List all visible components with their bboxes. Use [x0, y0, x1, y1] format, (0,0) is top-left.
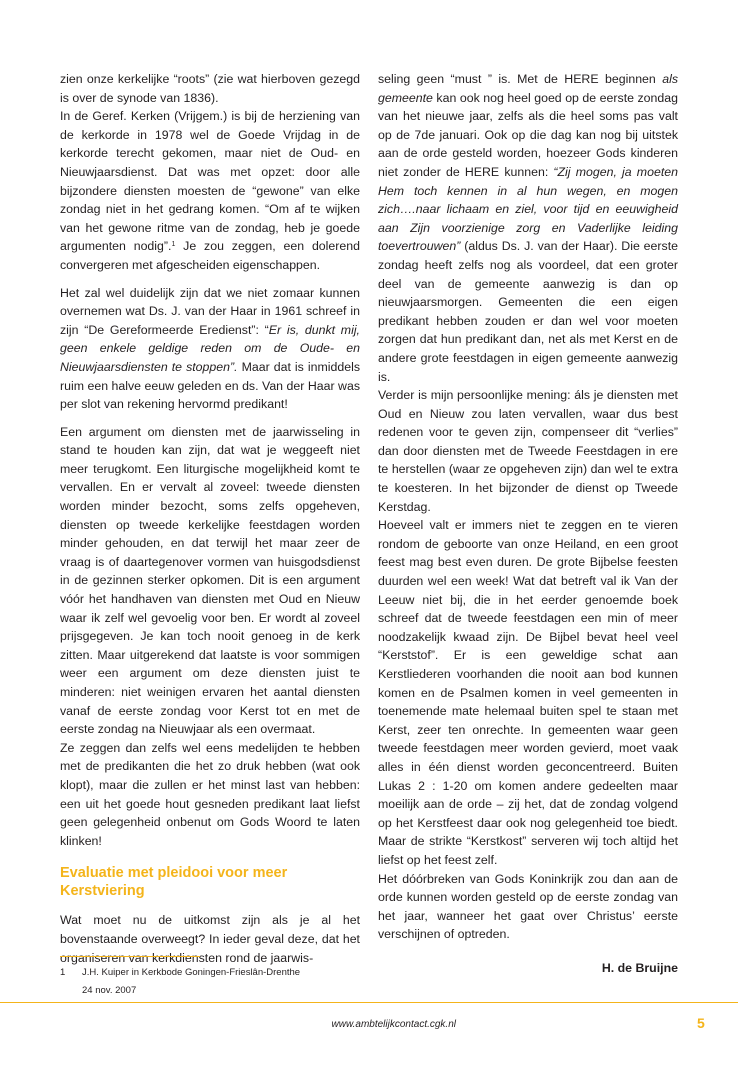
right-paragraph-1-em: als gemeente: [378, 72, 678, 105]
right-paragraph-1-mid: kan ook nog heel goed op de eerste zondag van het nieuwe jaar, zelfs als die heel soms pas valt op de 7de januari. Ook op die dag kan nog bij uitstek aan de orde gesteld worden, hoezeer Gods kinderen niet zonder de HERE kunnen:: [378, 90, 678, 179]
footnote-divider: [60, 956, 200, 957]
left-paragraph-4: Een argument om diensten met de jaarwisseling in stand te houden kan zijn, dat wat je weggeeft niet meer terugkomt. Een liturgische mogelijkheid komt te vervallen. En er vervalt al zoveel: tweede diensten worden minder bezocht, soms zelfs opgeheven, diensten op tweede kerkelijke feestdagen worden minder gehouden, en dat terwijl het maar zeer de vraag is of daartegenover vormen van huisgodsdienst in de gezinnen sterker opkomen. Dit is een argument vóór het handhaven van diensten met Oud en Nieuw waar ik zelf wel gevoelig voor ben. Er wordt al zoveel prijsgegeven. Je kan toch nooit genoeg in de kerk zitten. Maar uitgerekend dat laatste is voor sommigen weer een argument om deze diensten juist te minderen: niet weinigen ervaren het aantal diensten vanaf de eerste zondag voor Kerst tot en met de eerste zondag na Nieuwjaar als een overmaat.: [60, 424, 360, 737]
footnote-line-1: [60, 964, 300, 982]
footnote-number: 1: [60, 967, 66, 978]
left-column: [60, 70, 360, 967]
author-signature: H. de Bruijne: [601, 960, 678, 975]
footnote-ref: 1: [171, 241, 176, 249]
right-paragraph-1-quote: “Zij mogen, ja moeten Hem toch kennen in al hun wegen, en mogen zich….naar lichaam en ziel, voor tijd en eeuwigheid aan Zijn voorzienige zorg en Vaderlijke leiding toevertrouwen”: [378, 164, 678, 254]
right-paragraph-2: Verder is mijn persoonlijke mening: áls je diensten met Oud en Nieuw zou laten vervallen, waar dus best redenen voor te geven zijn, compenseer dit “verlies” dan door diensten met de Tweede Feestdagen in ere te herstellen (waar ze opgeheven zijn) dan wel te extra te koesteren. In het bijzonder de dienst op Tweede Kerstdag.: [378, 388, 678, 514]
footnote: [60, 964, 300, 1000]
page-number: 5: [697, 1015, 705, 1031]
left-paragraph-2-text: In de Geref. Kerken (Vrijgem.) is bij de herziening van de kerkorde in 1978 wel de Goede Vrijdag in de kerkorde terecht gekomen, maar niet de Oud- en Nieuwjaarsdienst. Dat was met opzet: door alle bijzondere diensten moesten de “gewone” van elke zondag niet in het gedrang komen. “Om af te wijken van het gewone ritme van de zondag, heb je goede argumenten nodig”.: [60, 109, 360, 254]
left-paragraph-3: [60, 284, 360, 414]
footer-divider: [0, 1002, 738, 1003]
right-paragraph-3: Hoeveel valt er immers niet te zeggen en te vieren rondom de geboorte van onze Heiland, en een groot feest mag best even duren. De grote Bijbelse feesten duurden wel een week! Wat dat betreft val ik Van der Leeuw niet bij, die in het eerder genoemde boek schreef dat de tweede feestdagen een min of meer noodzakelijk kwaad zijn. De Bijbel bevat heel veel “Kerststof”. Er is een geweldige schat aan Kerstliederen voorhanden die nooit aan bod kunnen komen en de Psalmen komen in veel gemeenten in toenemende mate helemaal buiten spel te staan met Kerst, zeer ten onrechte. In gemeenten waar geen tweede feestdagen meer worden gevierd, moet vaak alles in één dienst worden geconcentreerd. Buiten Lukas 2 : 1-20 om komen andere gedeelten maar moeilijk aan de orde – zij het, dat de zondag volgend op het Kerstfeest daar ook nog gelegenheid toe biedt. Maar de strikte “Kerstkost” serveren wij toch altijd het liefst op het feest zelf.: [378, 518, 678, 867]
right-column: [378, 70, 678, 978]
left-paragraph-2-end: Je zou zeggen, een dolerend convergeren met afgescheiden eigenschappen.: [60, 239, 360, 272]
right-paragraph-4: Het dóórbreken van Gods Koninkrijk zou dan aan de orde kunnen worden gesteld op de eerste zondag van het jaar, wanneer het gaat over Christus’ eerste verschijnen of optreden.: [378, 871, 678, 942]
left-paragraph-6: Wat moet nu de uitkomst zijn als je al het bovenstaande overweegt? In ieder geval deze, dat het organiseren van kerkdiensten rond de jaarwis-: [60, 913, 360, 965]
left-paragraph-3-quote: Er is, dunkt mij, geen enkele geldige reden om de Oude- en Nieuwjaarsdiensten te stoppen”.: [60, 322, 360, 374]
footnote-text-2: 24 nov. 2007: [82, 985, 137, 996]
footnote-text-1: J.H. Kuiper in Kerkbode Goningen-Frieslân-Drenthe: [82, 967, 301, 978]
left-paragraph-3-start: Het zal wel duidelijk zijn dat we niet zomaar kunnen overnemen wat Ds. J. van der Haar in 1961 schreef in zijn “De Gereformeerde Eredienst”: “: [60, 285, 360, 337]
footer-url[interactable]: www.ambtelijkcontact.cgk.nl: [331, 1019, 456, 1030]
right-paragraph-1: [378, 70, 678, 386]
right-paragraph-1-start: seling geen “must ” is. Met de HERE beginnen: [378, 72, 663, 86]
left-paragraph-3-end: Maar dat is inmiddels ruim een halve eeuw geleden en ds. Van der Haar was per slot van rekening hervormd predikant!: [60, 359, 360, 412]
section-heading: Evaluatie met pleidooi voor meer Kerstviering: [60, 865, 288, 900]
right-paragraph-1-end: (aldus Ds. J. van der Haar). Die eerste zondag heeft zelfs nog als voordeel, dat een groter deel van de gemeente aanwezig is dan op nieuwjaarsmorgen. Gemeenten die een eigen predikant hebben zouden er dan wel voor moeten zorgen dat hun predikant dan, net als met Kerst en de andere grote feestdagen in eigen gemeente aanwezig is.: [378, 239, 678, 384]
left-paragraph-2: [60, 107, 360, 274]
left-paragraph-1: zien onze kerkelijke “roots” (zie wat hierboven gezegd is over de synode van 1836).: [60, 72, 360, 105]
left-paragraph-5: Ze zeggen dan zelfs wel eens medelijden te hebben met de predikanten die het zo druk hebben (wat ook klopt), maar die zullen er het minst last van hebben: een uit het goede hout gesneden predikant laat liefst geen gelegenheid onbenut om Gods Woord te laten klinken!: [60, 740, 360, 848]
